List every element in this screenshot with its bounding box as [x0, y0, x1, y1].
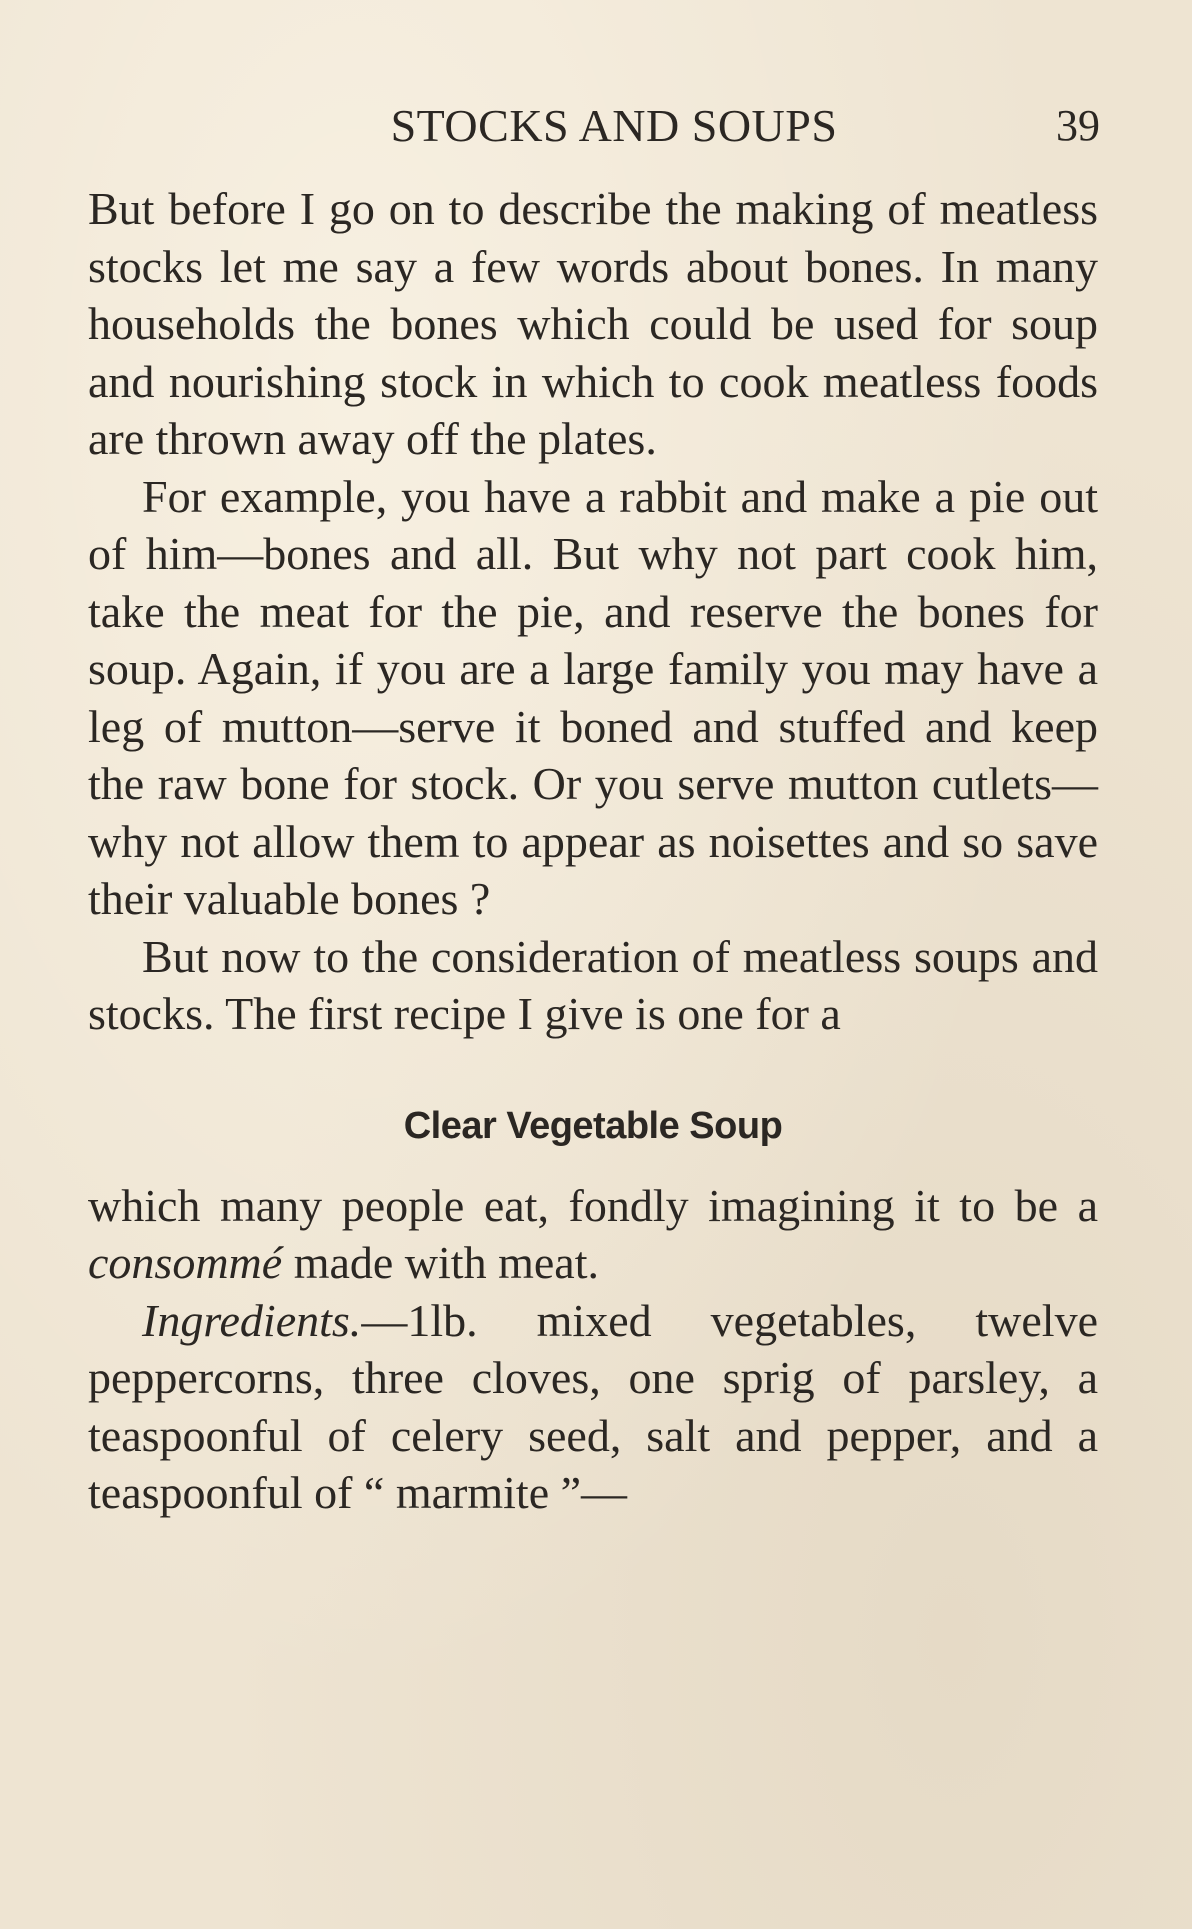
page-number: 39 [1056, 101, 1100, 150]
paragraph-consideration: But now to the consideration of meatless soups and stocks. The first recipe I give is one for a [88, 930, 1098, 1039]
recipe-intro-end: made with meat. [282, 1237, 599, 1288]
page-body [88, 180, 1098, 1522]
ingredients-label: Ingredients. [142, 1294, 362, 1346]
recipe-intro [88, 1177, 1098, 1292]
ingredients-text: —1lb. mixed vegetables, twelve peppercorns, three cloves, one sprig of parsley, a teaspoonful of celery seed, salt and pepper, and a teaspoonful of “ marmite ”— [88, 1294, 1098, 1518]
recipe-heading: Clear Vegetable Soup [403, 1104, 783, 1147]
recipe-intro-start: which many people eat, fondly imagining it to be a [88, 1179, 1098, 1231]
running-title: STOCKS AND SOUPS [390, 100, 838, 151]
recipe-ingredients [88, 1292, 1098, 1522]
paragraph-example: For example, you have a rabbit and make a pie out of him—bones and all. But why not part cook him, take the meat for the pie, and reserve the bones for soup. Again, if you are a large family you may have a leg of mutton—serve it boned and stuffed and keep the raw bone for stock. Or you serve mutton cutlets—why not allow them to appear as noisettes and so save their valuable bones ? [88, 470, 1098, 924]
recipe-intro-italic: consommé [88, 1237, 283, 1288]
page-header [88, 96, 1100, 156]
paragraph-bones: But before I go on to describe the making of meatless stocks let me say a few words about bones. In many households the bones which could be used for soup and nourishing stock in which to cook meatless foods are thrown away off the plates. [88, 183, 1098, 464]
